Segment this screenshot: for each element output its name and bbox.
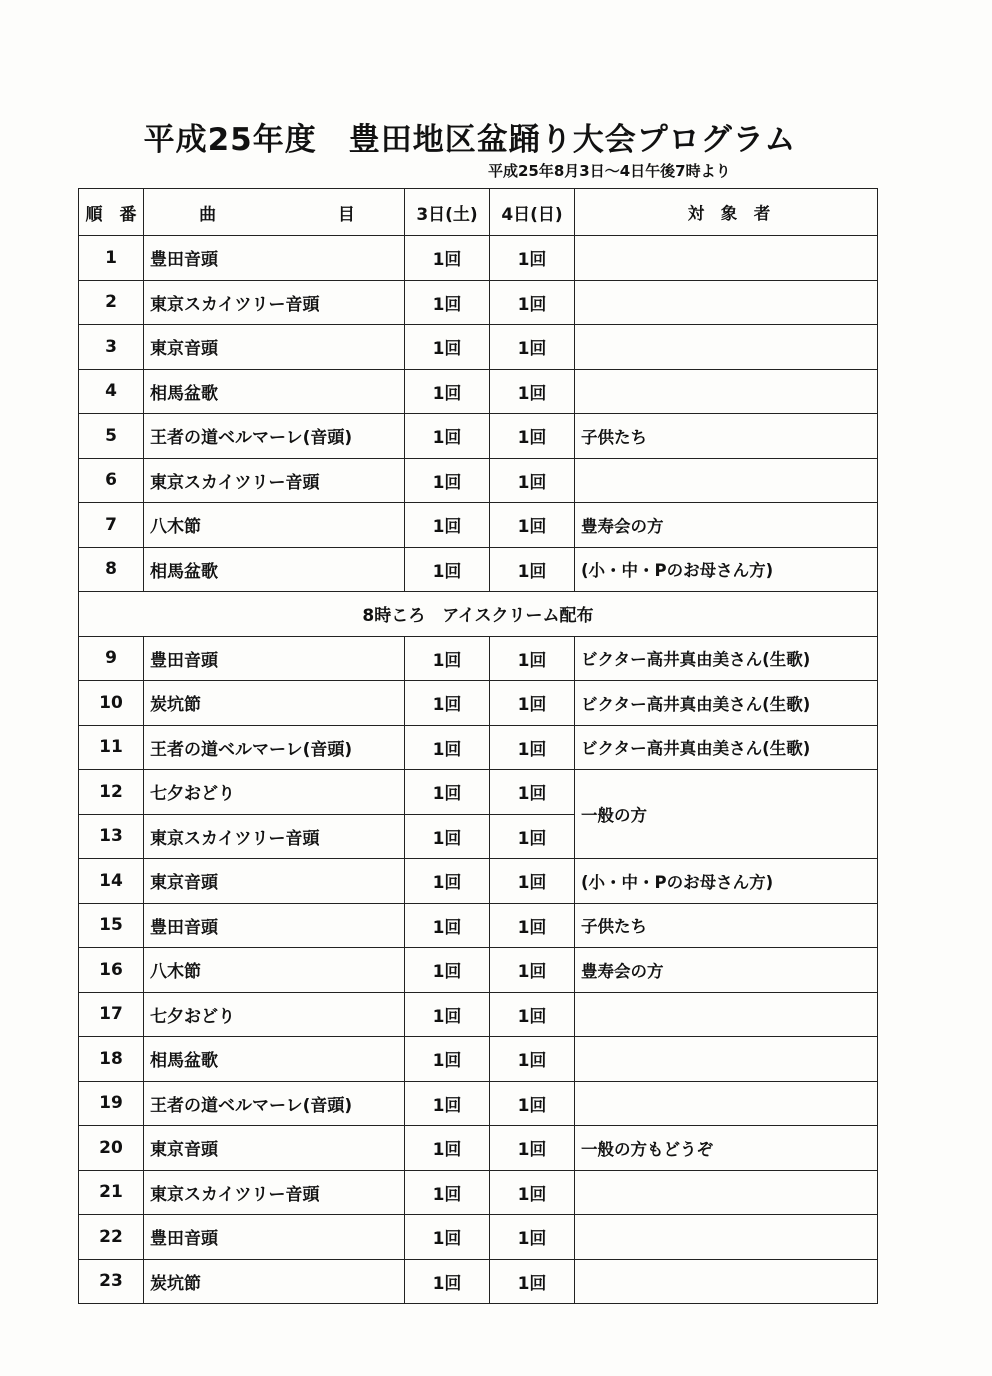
target-audience — [575, 1170, 878, 1215]
event-date-time: 平成25年8月3日～4日午後7時より — [488, 162, 731, 180]
day4-count: 1回 — [490, 992, 575, 1037]
row-number: 17 — [79, 992, 144, 1037]
table-row — [79, 414, 878, 459]
day4-count: 1回 — [490, 681, 575, 726]
target-audience: 一般の方 — [575, 770, 878, 859]
rows-group-d — [79, 859, 878, 1304]
row-number: 19 — [79, 1081, 144, 1126]
table-row — [79, 236, 878, 281]
row-number: 8 — [79, 547, 144, 592]
song-title: 東京音頭 — [144, 325, 405, 370]
day3-count: 1回 — [405, 859, 490, 904]
day3-count: 1回 — [405, 1170, 490, 1215]
target-audience: ビクター高井真由美さん(生歌) — [575, 636, 878, 681]
row-number: 2 — [79, 280, 144, 325]
notice-text: 8時ころ アイスクリーム配布 — [79, 592, 878, 637]
target-audience — [575, 280, 878, 325]
song-title: 相馬盆歌 — [144, 1037, 405, 1082]
table-row — [79, 725, 878, 770]
day3-count: 1回 — [405, 369, 490, 414]
day3-count: 1回 — [405, 236, 490, 281]
rows-group-b — [79, 636, 878, 770]
day3-count: 1回 — [405, 814, 490, 859]
table-row — [79, 1037, 878, 1082]
song-title: 王者の道ベルマーレ(音頭) — [144, 414, 405, 459]
header-order: 順 番 — [79, 189, 144, 236]
table-row — [79, 992, 878, 1037]
table-row — [79, 859, 878, 904]
row-number: 16 — [79, 948, 144, 993]
target-audience: ビクター高井真由美さん(生歌) — [575, 725, 878, 770]
row-number: 20 — [79, 1126, 144, 1171]
table-row — [79, 458, 878, 503]
target-audience — [575, 369, 878, 414]
row-number: 23 — [79, 1259, 144, 1304]
target-audience: (小・中・Pのお母さん方) — [575, 547, 878, 592]
target-audience — [575, 1259, 878, 1304]
notice-row — [79, 592, 878, 637]
table-row — [79, 1126, 878, 1171]
day4-count: 1回 — [490, 369, 575, 414]
header-day3: 3日(土) — [405, 189, 490, 236]
song-title: 東京スカイツリー音頭 — [144, 280, 405, 325]
header-target: 対 象 者 — [575, 189, 878, 236]
day3-count: 1回 — [405, 503, 490, 548]
day4-count: 1回 — [490, 547, 575, 592]
rows-group-c — [79, 770, 878, 859]
day4-count: 1回 — [490, 503, 575, 548]
song-title: 相馬盆歌 — [144, 369, 405, 414]
program-table — [78, 188, 878, 1304]
day4-count: 1回 — [490, 770, 575, 815]
song-title: 八木節 — [144, 948, 405, 993]
target-audience: 豊寿会の方 — [575, 503, 878, 548]
song-title: 豊田音頭 — [144, 903, 405, 948]
row-number: 13 — [79, 814, 144, 859]
day4-count: 1回 — [490, 280, 575, 325]
song-title: 東京音頭 — [144, 859, 405, 904]
day4-count: 1回 — [490, 725, 575, 770]
row-number: 1 — [79, 236, 144, 281]
day3-count: 1回 — [405, 325, 490, 370]
day3-count: 1回 — [405, 414, 490, 459]
document-title: 平成25年度 豊田地区盆踊り大会プログラム — [143, 122, 797, 158]
row-number: 11 — [79, 725, 144, 770]
table-row — [79, 903, 878, 948]
row-number: 15 — [79, 903, 144, 948]
table-row — [79, 503, 878, 548]
table-row — [79, 1081, 878, 1126]
day3-count: 1回 — [405, 547, 490, 592]
table-row — [79, 280, 878, 325]
day3-count: 1回 — [405, 770, 490, 815]
row-number: 5 — [79, 414, 144, 459]
day4-count: 1回 — [490, 414, 575, 459]
day4-count: 1回 — [490, 325, 575, 370]
row-number: 3 — [79, 325, 144, 370]
day4-count: 1回 — [490, 236, 575, 281]
day4-count: 1回 — [490, 458, 575, 503]
row-number: 9 — [79, 636, 144, 681]
day3-count: 1回 — [405, 948, 490, 993]
target-audience — [575, 992, 878, 1037]
song-title: 豊田音頭 — [144, 636, 405, 681]
song-title: 七夕おどり — [144, 770, 405, 815]
day3-count: 1回 — [405, 903, 490, 948]
day4-count: 1回 — [490, 636, 575, 681]
row-number: 21 — [79, 1170, 144, 1215]
table-row — [79, 1259, 878, 1304]
target-audience: ビクター高井真由美さん(生歌) — [575, 681, 878, 726]
day3-count: 1回 — [405, 725, 490, 770]
song-title: 東京スカイツリー音頭 — [144, 1170, 405, 1215]
song-title: 七夕おどり — [144, 992, 405, 1037]
header-day4: 4日(日) — [490, 189, 575, 236]
table-row — [79, 369, 878, 414]
row-number: 6 — [79, 458, 144, 503]
day4-count: 1回 — [490, 859, 575, 904]
header-song — [144, 189, 405, 236]
day4-count: 1回 — [490, 1081, 575, 1126]
day4-count: 1回 — [490, 1126, 575, 1171]
table-header-row — [79, 189, 878, 236]
day3-count: 1回 — [405, 992, 490, 1037]
target-audience — [575, 236, 878, 281]
target-audience: 子供たち — [575, 903, 878, 948]
row-number: 4 — [79, 369, 144, 414]
row-number: 10 — [79, 681, 144, 726]
header-song-right: 目 — [337, 204, 355, 225]
row-number: 18 — [79, 1037, 144, 1082]
song-title: 王者の道ベルマーレ(音頭) — [144, 725, 405, 770]
table-row — [79, 770, 878, 815]
table-row — [79, 948, 878, 993]
day3-count: 1回 — [405, 458, 490, 503]
day4-count: 1回 — [490, 1170, 575, 1215]
day3-count: 1回 — [405, 1037, 490, 1082]
song-title: 八木節 — [144, 503, 405, 548]
day3-count: 1回 — [405, 1259, 490, 1304]
song-title: 豊田音頭 — [144, 236, 405, 281]
target-audience — [575, 1081, 878, 1126]
day4-count: 1回 — [490, 814, 575, 859]
day3-count: 1回 — [405, 636, 490, 681]
day4-count: 1回 — [490, 1259, 575, 1304]
day3-count: 1回 — [405, 280, 490, 325]
target-audience: (小・中・Pのお母さん方) — [575, 859, 878, 904]
song-title: 東京音頭 — [144, 1126, 405, 1171]
song-title: 東京スカイツリー音頭 — [144, 458, 405, 503]
target-audience — [575, 325, 878, 370]
song-title: 豊田音頭 — [144, 1215, 405, 1260]
table-row — [79, 1215, 878, 1260]
target-audience: 豊寿会の方 — [575, 948, 878, 993]
day4-count: 1回 — [490, 948, 575, 993]
table-row — [79, 1170, 878, 1215]
day4-count: 1回 — [490, 1037, 575, 1082]
table-row — [79, 636, 878, 681]
target-audience: 子供たち — [575, 414, 878, 459]
table-row — [79, 681, 878, 726]
target-audience: 一般の方もどうぞ — [575, 1126, 878, 1171]
song-title: 東京スカイツリー音頭 — [144, 814, 405, 859]
row-number: 7 — [79, 503, 144, 548]
day4-count: 1回 — [490, 903, 575, 948]
day3-count: 1回 — [405, 681, 490, 726]
rows-group-a — [79, 236, 878, 592]
row-number: 14 — [79, 859, 144, 904]
song-title: 相馬盆歌 — [144, 547, 405, 592]
day3-count: 1回 — [405, 1081, 490, 1126]
table-row — [79, 325, 878, 370]
day3-count: 1回 — [405, 1215, 490, 1260]
song-title: 王者の道ベルマーレ(音頭) — [144, 1081, 405, 1126]
target-audience — [575, 1037, 878, 1082]
day3-count: 1回 — [405, 1126, 490, 1171]
song-title: 炭坑節 — [144, 681, 405, 726]
notice-group — [79, 592, 878, 637]
target-audience — [575, 1215, 878, 1260]
table-row — [79, 547, 878, 592]
header-song-left: 曲 — [199, 204, 217, 225]
target-audience — [575, 458, 878, 503]
day4-count: 1回 — [490, 1215, 575, 1260]
row-number: 12 — [79, 770, 144, 815]
song-title: 炭坑節 — [144, 1259, 405, 1304]
row-number: 22 — [79, 1215, 144, 1260]
